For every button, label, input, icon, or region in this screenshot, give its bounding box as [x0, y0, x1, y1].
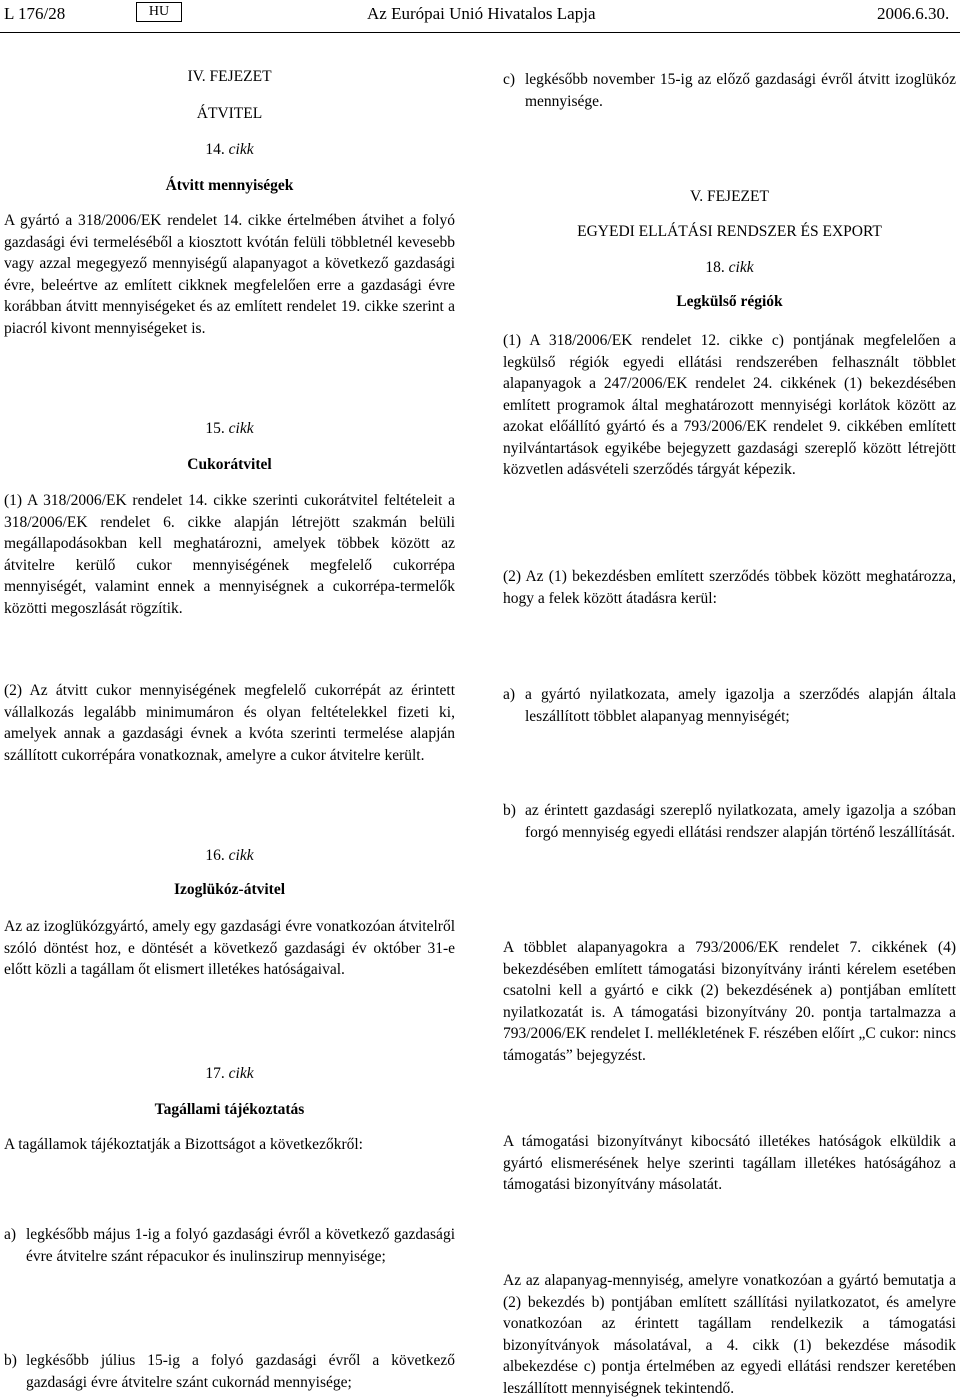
article-18-paragraph-1: (1) A 318/2006/EK rendelet 12. cikke c) pontjának megfelelően a legkülső régiók egyedi ellátási rendszerében felhasznált többlet alapanyagok a 247/2006/EK rendelet 24. cikkének (1) bekezdésében említett programok által meghatározott mennyiségi korlátok között az azokat előállító gyártó és a 793/2006/EK rendelet 9. cikkében említett nyilvántartások egyikébe bejegyzett gazdasági szereplő között létrejött közvetlen adásvételi szerződés tárgyát képezik. — [503, 332, 956, 478]
chapter-heading: V. FEJEZET — [690, 188, 769, 205]
article-17-item-a: a) legkésőbb május 1-ig a folyó gazdasági évről a következő gazdasági évre átvitelre szánt répacukor és inulinszirup mennyisége; — [4, 1226, 455, 1265]
article-14-text: A gyártó a 318/2006/EK rendelet 14. cikke értelmében átvihet a folyó gazdasági évi termeléséből a kiosztott kvótán felüli többletnél kevesebb vagy azzal megegyező mennyiségű alapanyagot a következő gazdasági évre, beleértve az említett cikknek megfelelően erre a gazdasági évre korábban átvitt mennyiségeket és az említett rendelet 19. cikke szerint a piacról kivont mennyiségeket is. — [4, 212, 455, 337]
article-18-paragraph-2: (2) Az (1) bekezdésben említett szerződés többek között meghatározza, hogy a felek között átadásra kerül: — [503, 568, 956, 607]
article-17-title: Tagállami tájékoztatás — [154, 1101, 305, 1118]
article-15-number: 15. cikk — [205, 420, 254, 437]
article-15-paragraph-2: (2) Az átvitt cukor mennyiségének megfelelő cukorrépát az érintett vállalkozás legalább minimumáron és olyan feltételekkel fizeti ki, amelyek annak a gazdasági évnek a kvóta szerinti termelése alapján szállított cukorrépára vonatkoznak, amelyre a cukor átvitelre került. — [4, 682, 455, 764]
article-17-item-b: b) legkésőbb július 15-ig a folyó gazdasági évről a következő gazdasági évre átvitelre szánt cukornád mennyisége; — [4, 1352, 455, 1391]
article-16-title: Izoglükóz-átvitel — [173, 881, 286, 898]
header-rule — [0, 32, 960, 33]
article-16-number: 16. cikk — [205, 847, 254, 864]
article-18-title: Legkülső régiók — [676, 293, 783, 310]
article-14-title: Átvitt mennyiségek — [165, 177, 294, 194]
article-16-text: Az az izoglükózgyártó, amely egy gazdasági évre vonatkozóan átvitelről szóló döntést hoz, e döntését a következő gazdasági év október 31-e előtt közli a tagállam őt elismert illetékes hatóságaival. — [4, 918, 455, 978]
language-badge: HU — [136, 2, 182, 22]
article-17-item-c: c) legkésőbb november 15-ig az előző gazdasági évről átvitt izoglükóz mennyisége. — [503, 71, 956, 110]
chapter-title: ÁTVITEL — [196, 105, 263, 122]
article-18-number: 18. cikk — [705, 259, 754, 276]
article-14-number: 14. cikk — [205, 141, 254, 158]
chapter-title: EGYEDI ELLÁTÁSI RENDSZER ÉS EXPORT — [577, 223, 882, 240]
article-18-paragraph-5: Az az alapanyag-mennyiség, amelyre vonatkozóan a gyártó bemutatja a (2) bekezdés b) pontjában említett szállítási nyilatkozatot, és amelyre vonatkozóan az érintett tagállam rendelkezik a támogatási bizonyítványok másolatával, a 4. cikk (1) bekezdése második albekezdése c) pontja értelmében az egyedi ellátási rendszer keretében leszállított mennyiségnek tekintendő. — [503, 1272, 956, 1397]
article-18-paragraph-3: A többlet alapanyagokra a 793/2006/EK rendelet 7. cikkének (4) bekezdésében említett támogatási bizonyítvány iránti kérelem esetében csatolni kell a gyártó e cikk (2) bekezdésének a) pontjában említett nyilatkozatát is. A támogatási bizonyítvány 20. pontja tartalmazza a 793/2006/EK rendelet I. mellékletének F. részében előírt „C cukor: nincs támogatás” bejegyzést. — [503, 939, 956, 1064]
page-reference: L 176/28 — [4, 4, 66, 23]
publication-date: 2006.6.30. — [877, 4, 950, 23]
article-18-paragraph-4: A támogatási bizonyítványt kibocsátó illetékes hatóságok elküldik a gyártó elismerésének helye szerinti tagállam illetékes hatóságához a támogatási bizonyítvány másolatát. — [503, 1133, 956, 1193]
article-15-paragraph-1: (1) A 318/2006/EK rendelet 14. cikke szerinti cukorátvitel feltételeit a 318/2006/EK rendelet 6. cikke alapján létrejött szakmán belüli megállapodásokban kell meghatározni, amelyek többek között az átvitelre kerülő cukor mennyiségének megfelelő cukorrépa mennyiségét, valamint ennek a mennyiségnek a cukorrépa-termelők közötti megoszlását rögzítik. — [4, 492, 455, 617]
journal-title: Az Európai Unió Hivatalos Lapja — [367, 4, 596, 23]
article-17-number: 17. cikk — [205, 1065, 254, 1082]
article-15-title: Cukorátvitel — [187, 456, 272, 473]
chapter-heading: IV. FEJEZET — [187, 68, 272, 85]
article-18-item-b: b) az érintett gazdasági szereplő nyilatkozata, amely igazolja a szóban forgó mennyiség egyedi ellátási rendszer alapján történő leszállítását. — [503, 802, 956, 841]
page-header — [0, 0, 960, 34]
article-17-intro: A tagállamok tájékoztatják a Bizottságot a következőkről: — [4, 1136, 363, 1153]
article-18-item-a: a) a gyártó nyilatkozata, amely igazolja a szerződés alapján általa leszállított többlet alapanyag mennyiségét; — [503, 686, 956, 725]
